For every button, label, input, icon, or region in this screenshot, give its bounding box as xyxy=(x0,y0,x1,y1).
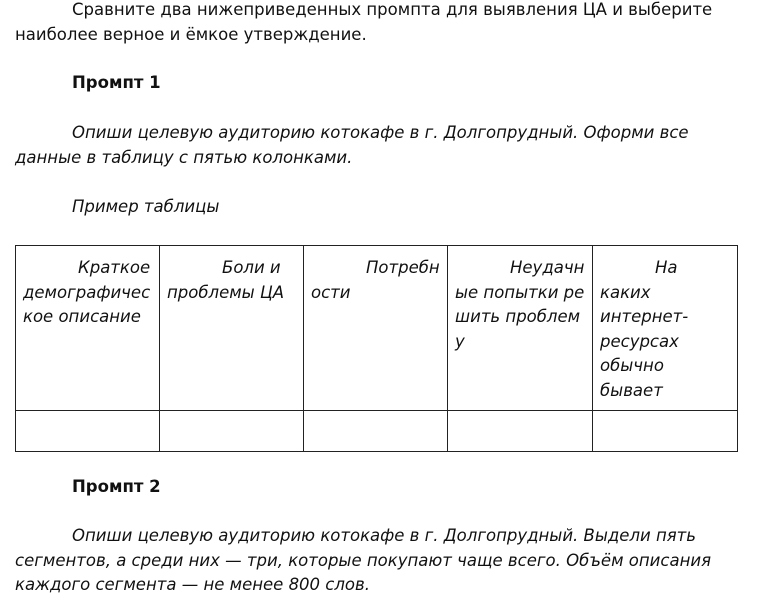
audience-table xyxy=(15,245,738,452)
task-instruction: Сравните два нижеприведенных промпта для выявления ЦА и выберите наиболее верное и ёмкое утверждение. xyxy=(15,0,713,44)
prompt1-heading: Промпт 1 xyxy=(72,73,161,92)
table-cell xyxy=(16,411,160,452)
header-needs: Потребности xyxy=(311,258,440,302)
table-header-cell xyxy=(448,246,593,411)
prompt2-text: Опиши целевую аудиторию котокафе в г. Долгопрудный. Выдели пять сегментов, а среди них — три, которые покупают чаще всего. Объём описания каждого сегмента — не менее 800 слов. xyxy=(15,526,712,594)
table-header-cell xyxy=(304,246,448,411)
table-header-cell xyxy=(16,246,160,411)
table-header-row xyxy=(16,246,738,411)
table-caption: Пример таблицы xyxy=(72,197,220,216)
table-row xyxy=(16,411,738,452)
header-internet-resources: На каких интернет-ресурсах обычно бывает xyxy=(600,258,689,400)
table-cell xyxy=(448,411,593,452)
header-failed-attempts: Неудачные попытки решить проблему xyxy=(455,258,585,351)
table-cell xyxy=(593,411,738,452)
prompt2-heading: Промпт 2 xyxy=(72,477,161,496)
table-cell xyxy=(160,411,304,452)
header-pains: Боли и проблемы ЦА xyxy=(167,258,285,302)
table-cell xyxy=(304,411,448,452)
header-demographics: Краткое демографическое описание xyxy=(23,258,151,326)
table-header-cell xyxy=(160,246,304,411)
prompt1-text: Опиши целевую аудиторию котокафе в г. Долгопрудный. Оформи все данные в таблицу с пятью колонками. xyxy=(15,123,689,167)
table-header-cell xyxy=(593,246,738,411)
